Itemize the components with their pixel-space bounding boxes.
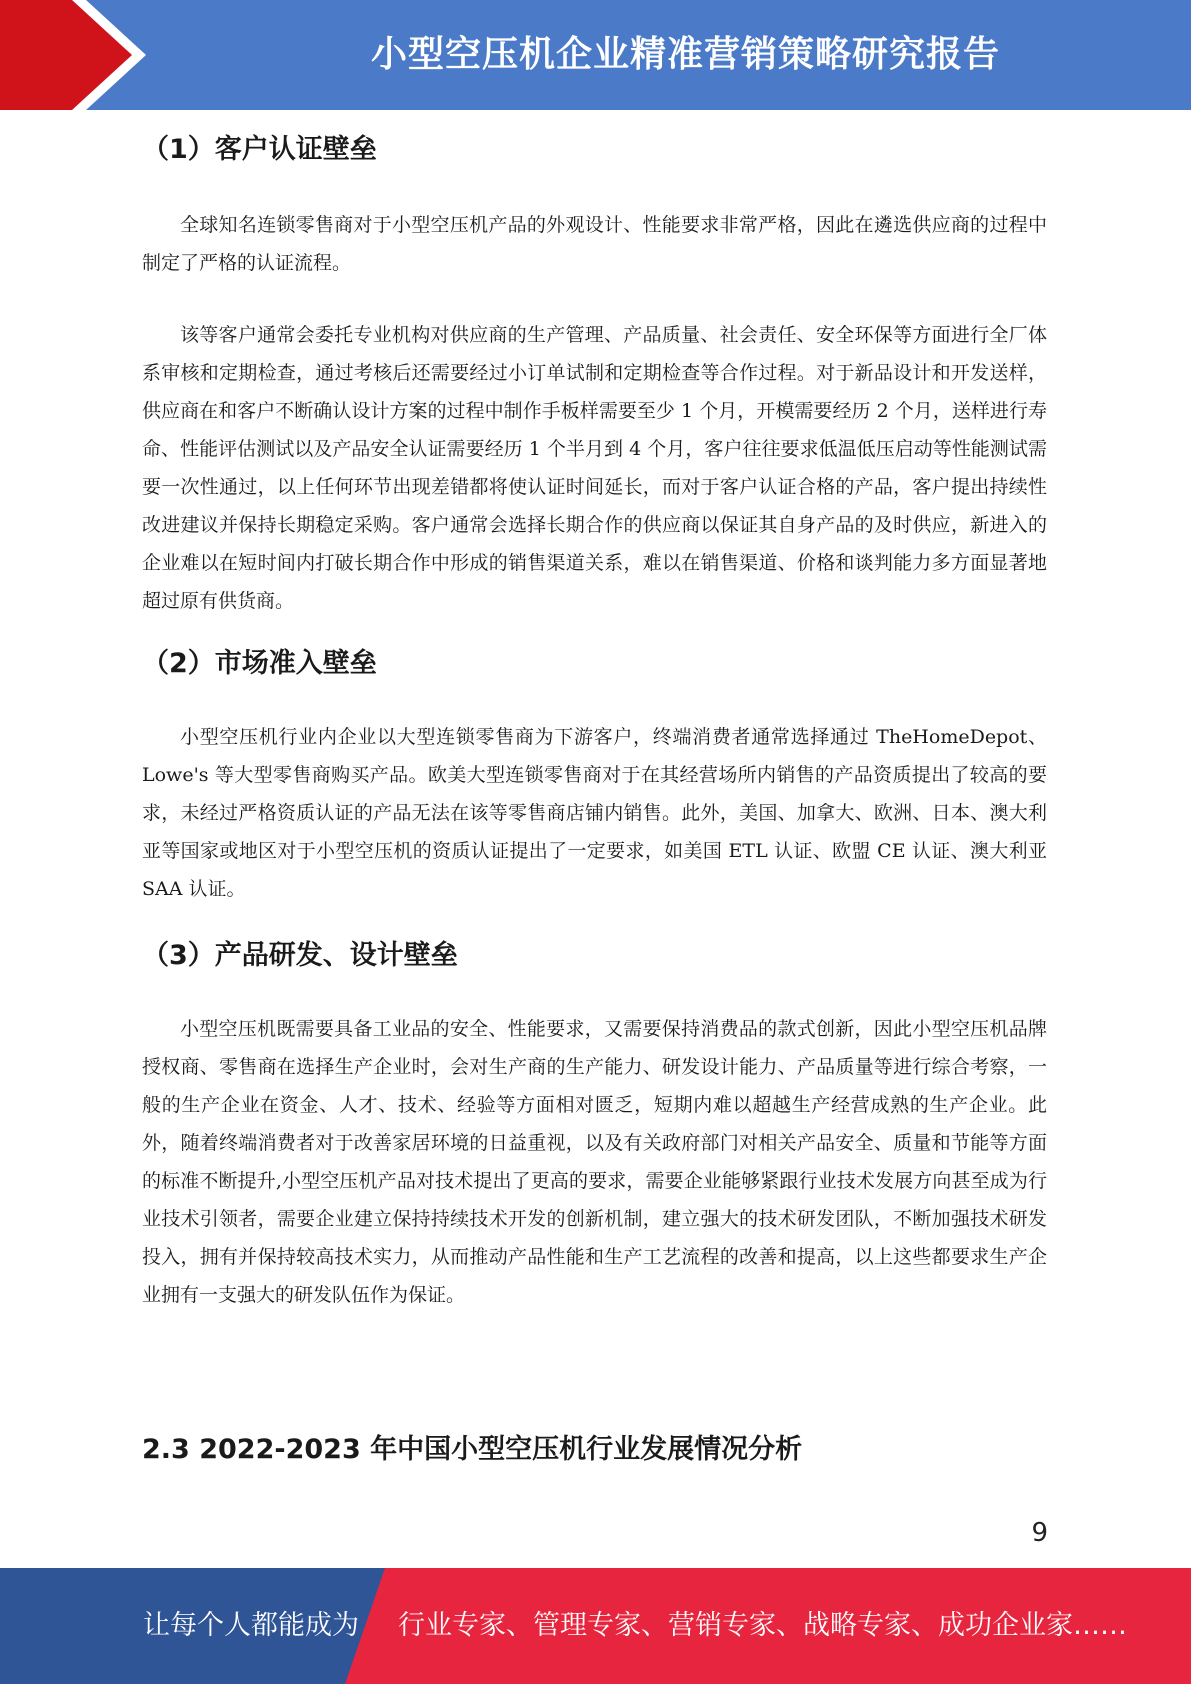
section-heading-market-access: （2）市场准入壁垒 [142,648,377,679]
page-header [0,0,1191,110]
paragraph: 小型空压机行业内企业以大型连锁零售商为下游客户，终端消费者通常选择通过 TheHomeDepot、Lowe's 等大型零售商购买产品。欧美大型连锁零售商对于在其经营场所内销售的产品资质提出了较高的要求，未经过严格资质认证的产品无法在该等零售商店铺内销售。此外，美国、加拿大、欧洲、日本、澳大利亚等国家或地区对于小型空压机的资质认证提出了一定要求，如美国 ETL 认证、欧盟 CE 认证、澳大利亚 SAA 认证。 [142,726,1047,900]
paragraph: 全球知名连锁零售商对于小型空压机产品的外观设计、性能要求非常严格，因此在遴选供应商的过程中制定了严格的认证流程。 [142,214,1047,274]
footer-slogan-left: 让每个人都能成为 [143,1610,359,1641]
section-heading-customer-certification: （1）客户认证壁垒 [142,134,377,165]
paragraph: 小型空压机既需要具备工业品的安全、性能要求，又需要保持消费品的款式创新，因此小型空压机品牌授权商、零售商在选择生产企业时，会对生产商的生产能力、研发设计能力、产品质量等进行综合考察，一般的生产企业在资金、人才、技术、经验等方面相对匮乏，短期内难以超越生产经营成熟的生产企业。此外，随着终端消费者对于改善家居环境的日益重视，以及有关政府部门对相关产品安全、质量和节能等方面的标准不断提升,小型空压机产品对技术提出了更高的要求，需要企业能够紧跟行业技术发展方向甚至成为行业技术引领者，需要企业建立保持持续技术开发的创新机制，建立强大的技术研发团队，不断加强技术研发投入，拥有并保持较高技术实力，从而推动产品性能和生产工艺流程的改善和提高，以上这些都要求生产企业拥有一支强大的研发队伍作为保证。 [142,1018,1047,1306]
paragraph: 该等客户通常会委托专业机构对供应商的生产管理、产品质量、社会责任、安全环保等方面进行全厂体系审核和定期检查，通过考核后还需要经过小订单试制和定期检查等合作过程。对于新品设计和开发送样，供应商在和客户不断确认设计方案的过程中制作手板样需要至少 1 个月，开模需要经历 2 个月，送样进行寿命、性能评估测试以及产品安全认证需要经历 1 个半月到 4 个月，客户往往要求低温低压启动等性能测试需要一次性通过，以上任何环节出现差错都将使认证时间延长，而对于客户认证合格的产品，客户提出持续性改进建议并保持长期稳定采购。客户通常会选择长期合作的供应商以保证其自身产品的及时供应，新进入的企业难以在短时间内打破长期合作中形成的销售渠道关系，难以在销售渠道、价格和谈判能力多方面显著地超过原有供货商。 [142,324,1047,612]
header-arrow-decoration [0,0,160,110]
page-number: 9 [1031,1518,1048,1548]
footer-slogan-right: 行业专家、管理专家、营销专家、战略专家、成功企业家…… [398,1610,1127,1641]
section-heading-industry-analysis: 2.3 2022-2023 年中国小型空压机行业发展情况分析 [142,1434,803,1465]
page-footer [0,1568,1191,1684]
report-title: 小型空压机企业精准营销策略研究报告 [370,34,1000,75]
section-heading-rd-design: （3）产品研发、设计壁垒 [142,940,458,971]
